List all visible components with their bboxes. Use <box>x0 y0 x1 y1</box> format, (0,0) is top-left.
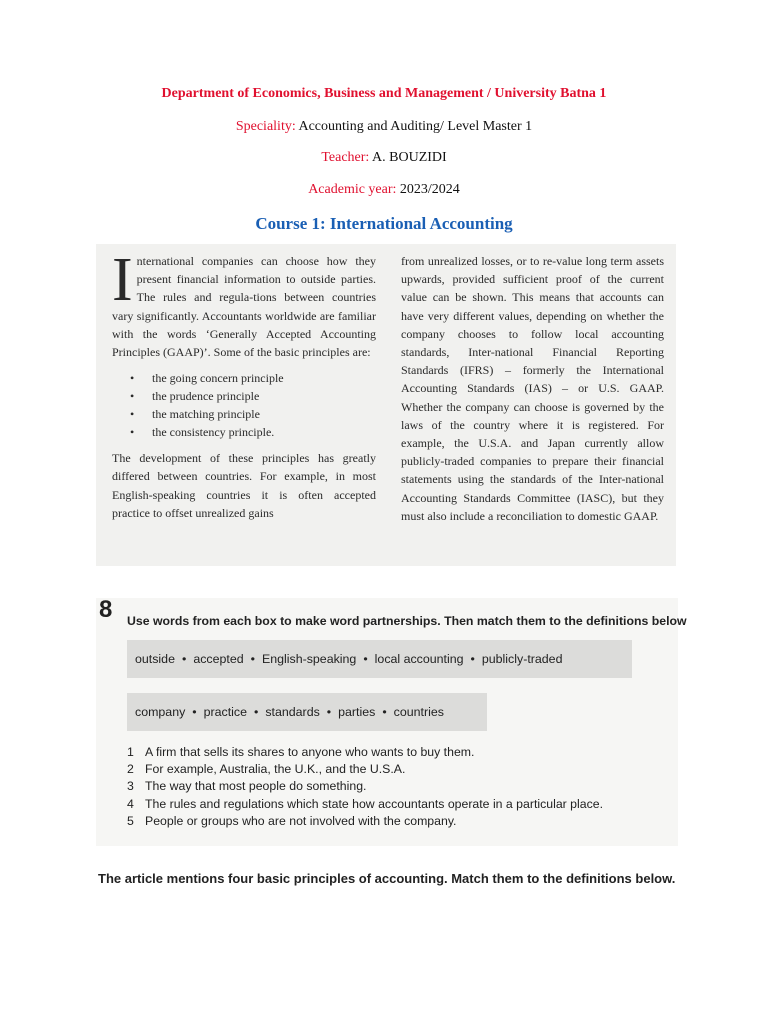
definition-text: A firm that sells its shares to anyone who wants to buy them. <box>145 745 475 759</box>
word-chip: local accounting <box>374 652 464 666</box>
definition-number: 3 <box>127 779 134 794</box>
word-box-2 <box>127 693 487 731</box>
teacher-value: A. BOUZIDI <box>369 150 447 165</box>
principles-instruction: The article mentions four basic principles of accounting. Match them to the definitions below. <box>98 871 676 886</box>
bullet-separator: • <box>192 705 197 719</box>
academic-year-value: 2023/2024 <box>396 182 460 197</box>
word-chip: company <box>135 705 186 719</box>
definition-text: The way that most people do something. <box>145 779 367 794</box>
word-chip: standards <box>265 705 320 719</box>
speciality-value: Accounting and Auditing/ Level Master 1 <box>295 119 533 134</box>
bullet-separator: • <box>250 652 255 666</box>
word-chip: countries <box>393 705 444 719</box>
bullet-separator: • <box>254 705 259 719</box>
definition-number: 5 <box>127 813 134 828</box>
principle-item: • the consistency principle. <box>130 423 376 441</box>
academic-year-label: Academic year: <box>308 182 397 197</box>
definition-item <box>127 796 603 813</box>
definition-number: 4 <box>127 796 134 811</box>
exercise-8 <box>96 596 687 846</box>
speciality-line <box>0 119 768 135</box>
article-left-column <box>112 246 376 522</box>
department-line: Department of Economics, Business and Management / University Batna 1 <box>161 86 607 101</box>
speciality-label: Speciality: <box>235 119 296 134</box>
word-chip: outside <box>135 652 175 666</box>
definition-item <box>127 813 603 830</box>
definition-text: The rules and regulations which state how accountants operate in a particular place. <box>145 796 603 811</box>
article-scan <box>96 244 676 566</box>
word-chip: parties <box>338 705 376 719</box>
definition-text: For example, Australia, the U.K., and the U.S.A. <box>145 762 406 777</box>
principles-list <box>130 369 376 441</box>
article-paragraph-2: The development of these principles has greatly differed between countries. For example, in most English-speaking countries it is often accepted practice to offset unrealized gains <box>112 451 376 520</box>
academic-year-line <box>0 182 768 198</box>
exercise-number: 8 <box>99 596 113 623</box>
bullet-separator: • <box>181 652 187 666</box>
word-chip: publicly-traded <box>481 652 563 666</box>
definition-list <box>127 744 603 830</box>
definition-number: 2 <box>127 762 134 777</box>
bullet-separator: • <box>382 705 387 719</box>
word-box-1 <box>127 640 632 678</box>
teacher-label: Teacher: <box>321 150 370 165</box>
article-intro: nternational companies can choose how they present financial information to outside parties. The rules and regula-tions between countries vary significantly. Accountants worldwide are familiar with the words ‘Generally Accepted Accounting Principles (GAAP)’. Some of the basic principles are: <box>112 254 376 360</box>
word-chip: practice <box>203 705 248 719</box>
word-chip: accepted <box>193 652 244 666</box>
bullet-separator: • <box>326 705 332 719</box>
bullet-separator: • <box>363 652 368 666</box>
principle-item: • the going concern principle <box>130 369 376 387</box>
definition-item <box>127 778 603 795</box>
course-title: Course 1: International Accounting <box>255 214 513 233</box>
bullet-separator: • <box>470 652 475 666</box>
principle-item: • the prudence principle <box>130 387 376 405</box>
article-right-text: from unrealized losses, or to re-value long term assets upwards, provided sufficient proof of the current value can be shown. This means that accounts can have very different values, depending on whether the company chooses to follow local accounting standards, Inter-national Financial Reporting Standards (IFRS) – formerly the International Accounting Standards (IAS) – or U.S. GAAP. Whether the company can choose is governed by the laws of the country where it is registered. For example, the U.S.A. and Japan currently allow publicly-traded companies to prepare their financial statements using the standards of the Inter-national Accounting Standards Committee (IASC), but they must also include a reconciliation to domestic GAAP. <box>401 254 664 523</box>
principle-item: • the matching principle <box>130 405 376 423</box>
definition-item <box>127 744 603 761</box>
cropped-text-line <box>96 888 678 894</box>
article-right-column <box>401 252 664 525</box>
definition-item <box>127 761 603 778</box>
drop-cap: I <box>112 246 133 314</box>
exercise-instruction: Use words from each box to make word partnerships. Then match them to the definitions below <box>127 614 687 628</box>
definition-text: People or groups who are not involved with the company. <box>145 813 457 828</box>
definition-number: 1 <box>127 745 134 759</box>
teacher-line <box>0 150 768 166</box>
word-chip: English-speaking <box>261 652 357 666</box>
